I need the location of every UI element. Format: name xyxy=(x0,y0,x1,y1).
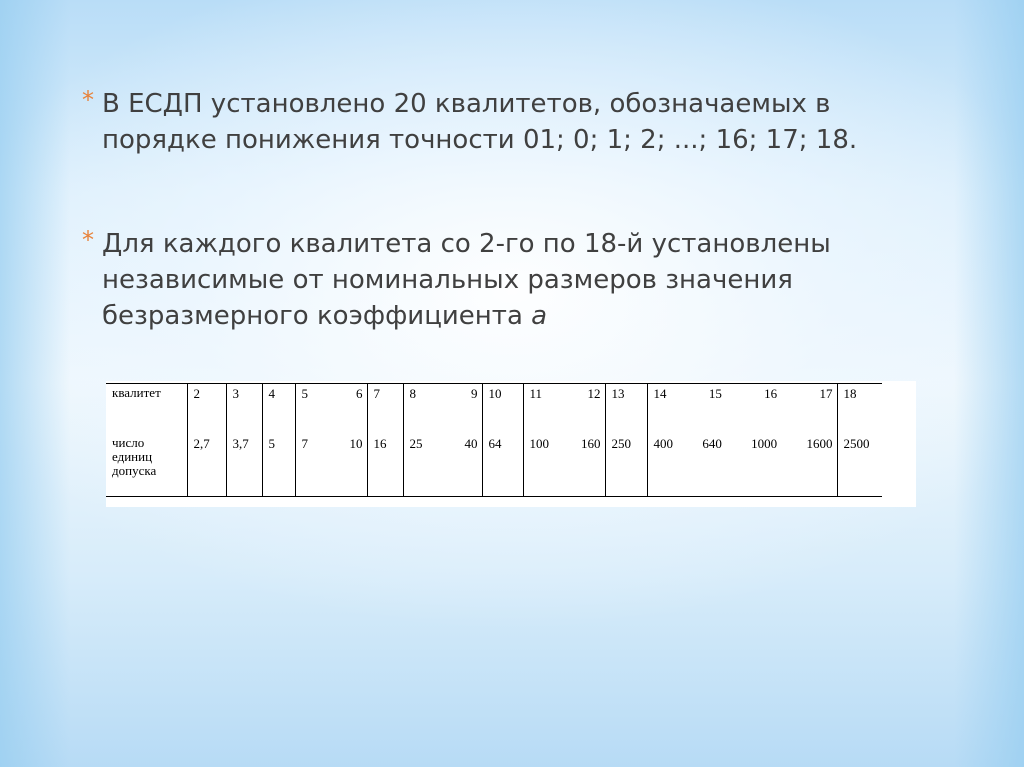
tolerance-units-cell-value: 40 xyxy=(464,436,478,451)
tolerance-units-cell xyxy=(187,434,226,497)
tolerance-units-label xyxy=(106,434,187,497)
tolerance-units-cell-value: 1000 xyxy=(751,436,778,451)
quality-cell xyxy=(837,384,882,435)
bullet-2-line-1: Для каждого квалитета со 2-го по 18-й установлены xyxy=(102,229,831,259)
quality-cell-group xyxy=(233,386,258,402)
quality-cell xyxy=(605,384,647,435)
quality-cell-group xyxy=(374,386,399,402)
tolerance-units-cell-value: 5 xyxy=(268,436,275,451)
quality-cell xyxy=(295,384,367,435)
quality-row xyxy=(106,384,882,435)
quality-cell-value: 16 xyxy=(764,386,778,401)
tolerance-table-image xyxy=(106,381,916,507)
quality-cell xyxy=(187,384,226,435)
quality-cell-value: 15 xyxy=(708,386,722,401)
tolerance-units-cell-group xyxy=(302,436,363,452)
tolerance-units-cell-value: 10 xyxy=(349,436,363,451)
tolerance-units-cell-group xyxy=(374,436,399,452)
tolerance-units-cell xyxy=(226,434,262,497)
tolerance-units-cell-group xyxy=(844,436,879,452)
tolerance-units-cell-value: 400 xyxy=(653,436,673,451)
coefficient-symbol: а xyxy=(531,301,548,331)
bullet-1 xyxy=(82,86,922,158)
quality-cell-value: 6 xyxy=(356,386,363,401)
quality-cell-group xyxy=(194,386,222,402)
quality-cell-group xyxy=(269,386,291,402)
tolerance-units-cell-group xyxy=(612,436,643,452)
tolerance-units-cell-value: 16 xyxy=(373,436,387,451)
quality-cell-value: 11 xyxy=(529,386,543,401)
bullet-2-line-3: безразмерного коэффициента xyxy=(102,301,532,331)
tolerance-units-cell-group xyxy=(269,436,291,452)
quality-cell-value: 10 xyxy=(488,386,502,401)
quality-cell-group xyxy=(302,386,363,402)
tolerance-units-cell-value: 2500 xyxy=(843,436,870,451)
tolerance-units-cell xyxy=(837,434,882,497)
quality-cell-value: 9 xyxy=(471,386,478,401)
tolerance-units-cell-value: 1600 xyxy=(806,436,833,451)
tolerance-units-cell-group xyxy=(489,436,519,452)
quality-cell xyxy=(482,384,523,435)
tolerance-units-label-line-1: число xyxy=(112,435,145,450)
quality-row-label: квалитет xyxy=(106,384,187,435)
quality-cell xyxy=(523,384,605,435)
tolerance-units-cell-group xyxy=(194,436,222,452)
quality-cell xyxy=(226,384,262,435)
quality-cell-group xyxy=(530,386,601,402)
quality-cell-value: 12 xyxy=(587,386,601,401)
quality-cell-group xyxy=(489,386,519,402)
tolerance-units-cell-value: 100 xyxy=(529,436,549,451)
quality-cell-value: 5 xyxy=(301,386,308,401)
bullet-2-line-2: независимые от номинальных размеров значения xyxy=(102,265,793,295)
tolerance-units-label-line-2: единиц xyxy=(112,449,153,464)
tolerance-units-cell-value: 64 xyxy=(488,436,502,451)
quality-cell-group xyxy=(844,386,879,402)
quality-cell-value: 13 xyxy=(611,386,625,401)
quality-cell-group xyxy=(654,386,833,402)
tolerance-units-cell-group xyxy=(233,436,258,452)
tolerance-units-cell-value: 160 xyxy=(581,436,601,451)
quality-cell-value: 18 xyxy=(843,386,857,401)
tolerance-table xyxy=(106,383,882,497)
background-left-glow xyxy=(0,0,70,767)
background-right-glow xyxy=(954,0,1024,767)
tolerance-units-row xyxy=(106,434,882,497)
quality-cell xyxy=(262,384,295,435)
bullet-2-marker: * xyxy=(82,226,94,254)
quality-cell-value: 4 xyxy=(268,386,275,401)
tolerance-units-cell-group xyxy=(530,436,601,452)
tolerance-units-cell xyxy=(367,434,403,497)
tolerance-units-cell-group xyxy=(410,436,478,452)
quality-cell-group xyxy=(410,386,478,402)
quality-cell-value: 14 xyxy=(653,386,667,401)
tolerance-units-cell-value: 3,7 xyxy=(232,436,249,451)
tolerance-units-cell-group xyxy=(654,436,833,452)
quality-cell-value: 8 xyxy=(409,386,416,401)
tolerance-units-cell xyxy=(403,434,482,497)
quality-cell-value: 3 xyxy=(232,386,239,401)
quality-cell-group xyxy=(612,386,643,402)
tolerance-units-cell xyxy=(262,434,295,497)
quality-cell-value: 17 xyxy=(819,386,833,401)
quality-cell-value: 7 xyxy=(373,386,380,401)
quality-cell xyxy=(647,384,837,435)
tolerance-units-cell-value: 640 xyxy=(702,436,722,451)
bullet-1-line-2: порядке понижения точности 01; 0; 1; 2; ...; 16; 17; 18. xyxy=(102,125,858,155)
bullet-2-text xyxy=(82,226,922,334)
quality-cell xyxy=(403,384,482,435)
tolerance-units-cell-value: 7 xyxy=(301,436,308,451)
tolerance-units-cell xyxy=(523,434,605,497)
tolerance-units-cell xyxy=(295,434,367,497)
bullet-1-marker: * xyxy=(82,86,94,114)
bullet-1-text xyxy=(82,86,922,158)
tolerance-units-cell-value: 25 xyxy=(409,436,423,451)
tolerance-units-cell xyxy=(647,434,837,497)
quality-cell-value: 2 xyxy=(193,386,200,401)
tolerance-units-label-line-3: допуска xyxy=(112,463,157,478)
tolerance-units-cell-value: 250 xyxy=(611,436,631,451)
quality-cell xyxy=(367,384,403,435)
tolerance-units-cell xyxy=(482,434,523,497)
tolerance-units-cell xyxy=(605,434,647,497)
tolerance-units-cell-value: 2,7 xyxy=(193,436,210,451)
bullet-2 xyxy=(82,226,922,334)
bullet-1-line-1: В ЕСДП установлено 20 квалитетов, обозначаемых в xyxy=(102,89,831,119)
